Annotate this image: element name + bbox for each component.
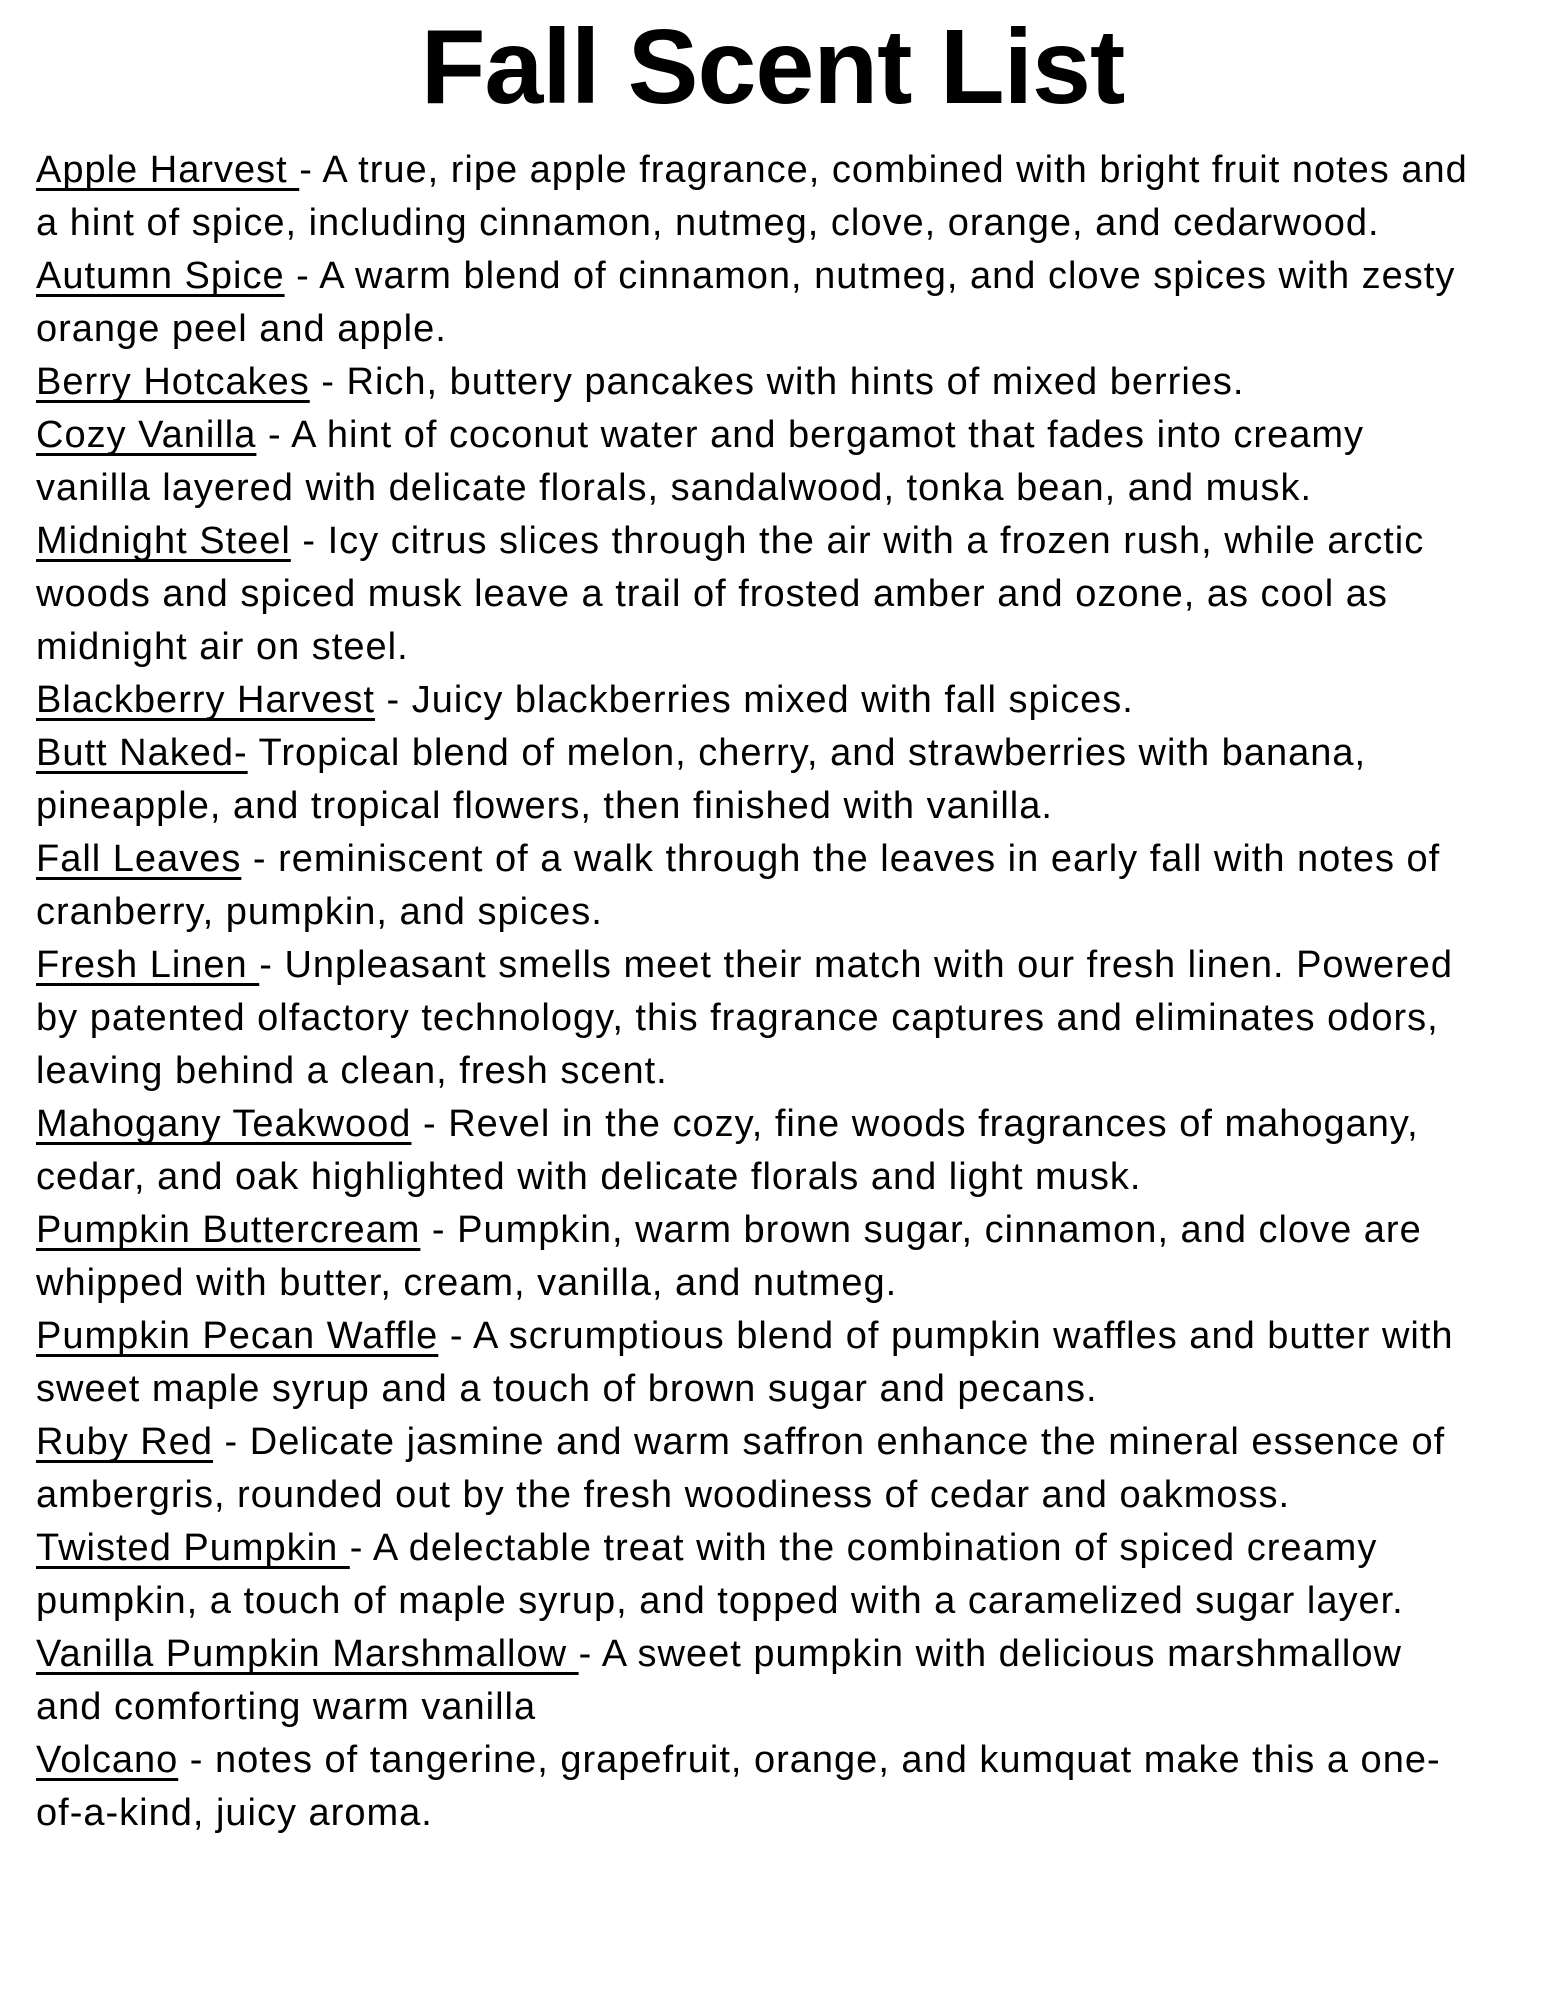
scent-entry (36, 250, 1479, 356)
scent-entry (36, 1734, 1479, 1840)
scent-name: Twisted Pumpkin (36, 1527, 350, 1570)
scent-name: Cozy Vanilla (36, 414, 257, 457)
scent-description: - A true, ripe apple fragrance, combined with bright fruit notes and a hint of spice, including cinnamon, nutmeg, clove, orange, and cedarwood. (36, 149, 1468, 245)
scent-name: Vanilla Pumpkin Marshmallow (36, 1633, 579, 1676)
scent-name: Fresh Linen (36, 944, 260, 987)
scent-entry (36, 1310, 1479, 1416)
scent-entry (36, 939, 1479, 1098)
scent-entry (36, 409, 1479, 515)
scent-name: Volcano (36, 1739, 179, 1782)
scent-description: - A scrumptious blend of pumpkin waffles and butter with sweet maple syrup and a touch of brown sugar and pecans. (36, 1315, 1454, 1411)
scent-description: - A delectable treat with the combination of spiced creamy pumpkin, a touch of maple syrup, and topped with a caramelized sugar layer. (36, 1527, 1404, 1623)
scent-description: - Revel in the cozy, fine woods fragrances of mahogany, cedar, and oak highlighted with delicate florals and light musk. (36, 1103, 1419, 1199)
scent-description: - A warm blend of cinnamon, nutmeg, and clove spices with zesty orange peel and apple. (36, 255, 1456, 351)
scent-description: - reminiscent of a walk through the leaves in early fall with notes of cranberry, pumpkin, and spices. (36, 838, 1441, 934)
scent-entry (36, 1522, 1479, 1628)
scent-description: - Rich, buttery pancakes with hints of mixed berries. (309, 361, 1245, 404)
scent-name: Berry Hotcakes (36, 361, 310, 404)
scent-name: Autumn Spice (36, 255, 285, 298)
scent-name: Apple Harvest (36, 149, 300, 192)
scent-name: Mahogany Teakwood (36, 1103, 412, 1146)
scent-description: - Pumpkin, warm brown sugar, cinnamon, and clove are whipped with butter, cream, vanilla, and nutmeg. (36, 1209, 1422, 1305)
scent-entry (36, 833, 1479, 939)
scent-entry (36, 1204, 1479, 1310)
scent-entry (36, 356, 1479, 409)
scent-name: Butt Naked- (36, 732, 248, 775)
scent-name: Midnight Steel (36, 520, 291, 563)
scent-name: Pumpkin Buttercream (36, 1209, 421, 1252)
scent-entry (36, 1416, 1479, 1522)
scent-description: - Unpleasant smells meet their match with our fresh linen. Powered by patented olfactory technology, this fragrance captures and eliminates odors, leaving behind a clean, fresh scent. (36, 944, 1454, 1093)
scent-name: Ruby Red (36, 1421, 213, 1464)
scent-description: - Juicy blackberries mixed with fall spices. (374, 679, 1134, 722)
scent-description: - Delicate jasmine and warm saffron enhance the mineral essence of ambergris, rounded out by the fresh woodiness of cedar and oakmoss. (36, 1421, 1446, 1517)
scent-description: - notes of tangerine, grapefruit, orange, and kumquat make this a one-of-a-kind, juicy aroma. (36, 1739, 1441, 1835)
scent-description: - A hint of coconut water and bergamot that fades into creamy vanilla layered with delicate florals, sandalwood, tonka bean, and musk. (36, 414, 1364, 510)
scent-name: Fall Leaves (36, 838, 242, 881)
scent-entry (36, 727, 1479, 833)
scent-entry (36, 1098, 1479, 1204)
scent-entry (36, 1628, 1479, 1734)
scent-entry (36, 515, 1479, 674)
scent-list (0, 128, 1545, 1840)
scent-description: Tropical blend of melon, cherry, and strawberries with banana, pineapple, and tropical flowers, then finished with vanilla. (36, 732, 1367, 828)
scent-description: - Icy citrus slices through the air with a frozen rush, while arctic woods and spiced musk leave a trail of frosted amber and ozone, as cool as midnight air on steel. (36, 520, 1425, 669)
scent-name: Blackberry Harvest (36, 679, 375, 722)
scent-name: Pumpkin Pecan Waffle (36, 1315, 439, 1358)
scent-description: - A sweet pumpkin with delicious marshmallow and comforting warm vanilla (36, 1633, 1402, 1729)
scent-entry (36, 144, 1479, 250)
page-title: Fall Scent List (420, 8, 1125, 126)
scent-entry (36, 674, 1479, 727)
